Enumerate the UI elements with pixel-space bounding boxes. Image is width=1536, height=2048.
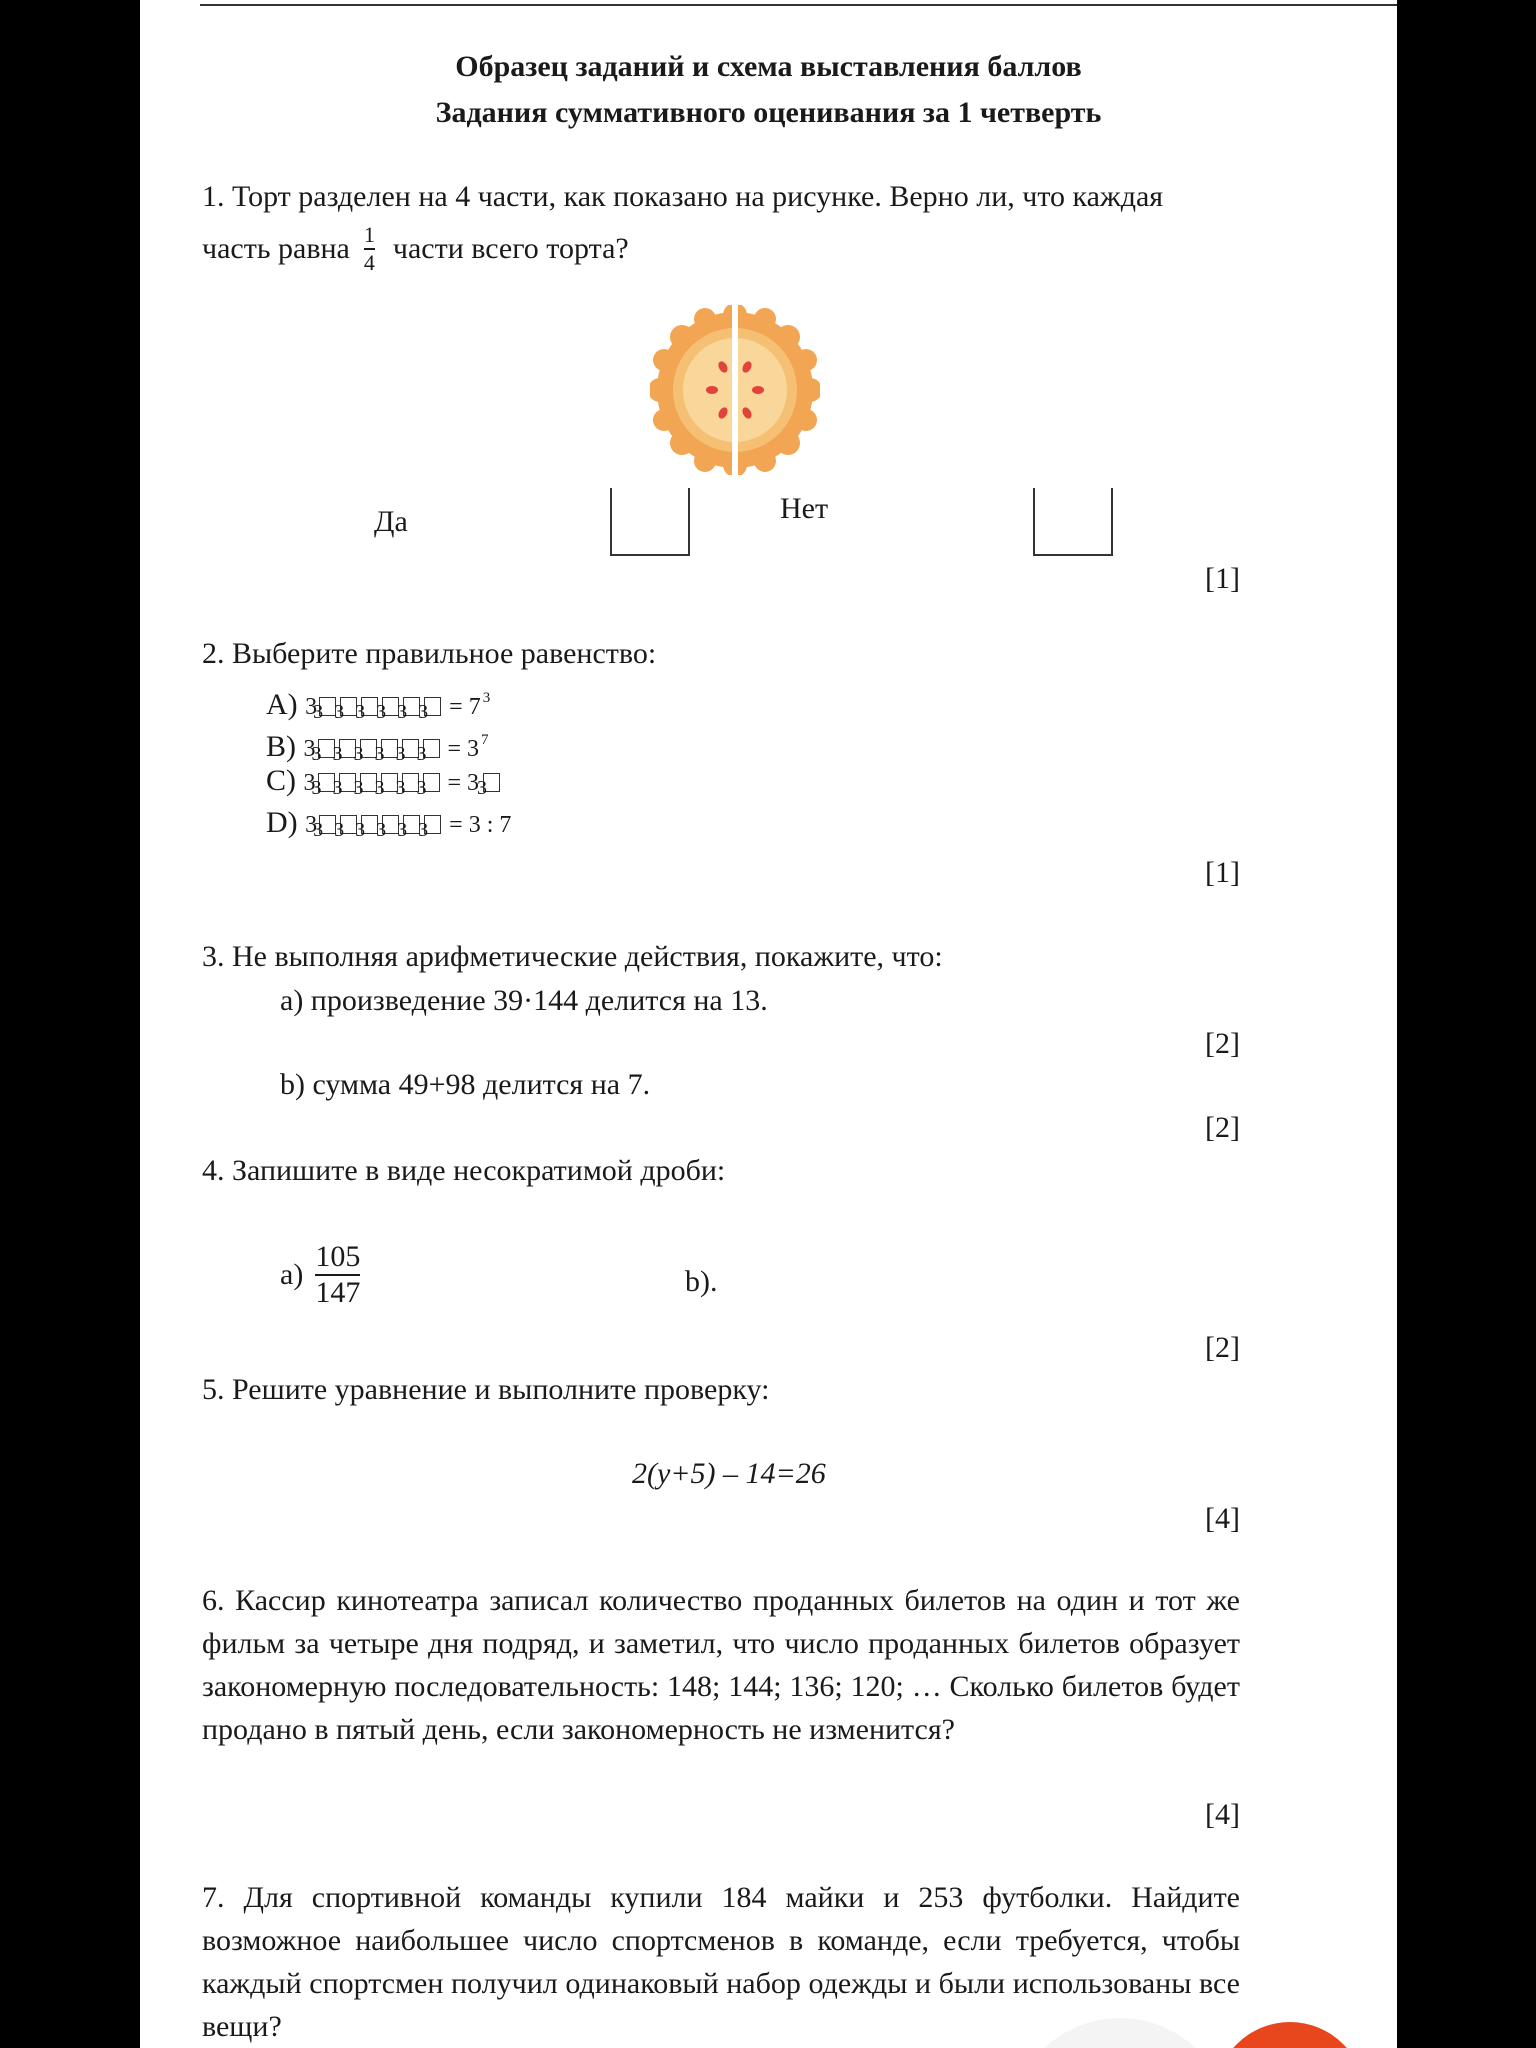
top-border <box>200 0 1397 6</box>
no-label: Нет <box>780 492 829 525</box>
q6-text: 6. Кассир кинотеатра записал количество проданных билетов на один и тот же фильм за четыре дня подряд, и заметил, что число проданных билетов образует закономерную последовательность: 148; 144; 136; 120; … Сколько билетов будет продано в пятый день, если закономерность не изменится? <box>202 1584 1240 1746</box>
document-title: Образец заданий и схема выставления баллов <box>455 50 1082 83</box>
q5-title: 5. Решите уравнение и выполните проверку: <box>202 1373 770 1406</box>
unknown-glyph <box>483 773 500 792</box>
q1-prefix: часть равна <box>202 232 350 265</box>
q4-part-a: а) $\frac{105}{147}$ <box>280 1240 361 1309</box>
q7-text: 7. Для спортивной команды купили 184 майки и 253 футболки. Найдите возможное наибольшее число спортсменов в команде, если требуется, чтобы каждый спортсмен получил одинаковый набор одежды и были использованы все вещи? <box>202 1881 1240 2043</box>
q2-option-c[interactable]: C) 3333333 = 33 <box>266 764 502 800</box>
q3-part-b: b) сумма 49+98 делится на 7. <box>280 1068 651 1101</box>
q1-line2 <box>202 222 629 276</box>
q1-suffix: части всего торта? <box>392 232 629 265</box>
yes-checkbox[interactable] <box>610 488 690 556</box>
q2-title: 2. Выберите правильное равенство: <box>202 637 657 670</box>
document-subtitle: Задания суммативного оценивания за 1 четверть <box>435 96 1102 129</box>
q5-score: [4] <box>1205 1502 1240 1535</box>
q1-frac-num: 1 <box>363 222 375 247</box>
q2-score: [1] <box>1205 856 1240 889</box>
q2-option-d[interactable]: D) 3333333 = 3 : 7 <box>266 806 511 842</box>
q3-score-a: [2] <box>1205 1027 1240 1060</box>
q2-option-a[interactable]: A) 3333333 = 7 $^3$ <box>266 681 490 724</box>
q4-part-b: b). <box>685 1265 718 1298</box>
q5-equation: 2(y+5) – 14=26 <box>632 1457 826 1490</box>
q3-title: 3. Не выполняя арифметические действия, покажите, что: <box>202 940 943 973</box>
q1-score: [1] <box>1205 562 1240 595</box>
document-page <box>140 0 1397 2048</box>
q1-fraction <box>364 222 375 276</box>
q3-score-b: [2] <box>1205 1111 1240 1144</box>
q1-line1: 1. Торт разделен на 4 части, как показано на рисунке. Верно ли, что каждая <box>202 180 1164 213</box>
pie-image <box>650 305 820 475</box>
q1-frac-den: 4 <box>363 250 375 275</box>
q6-score: [4] <box>1205 1798 1240 1831</box>
pie-cut-vertical <box>732 305 738 475</box>
q4-score: [2] <box>1205 1331 1240 1364</box>
q3-part-a: а) произведение 39·144 делится на 13. <box>280 984 768 1017</box>
q2-option-b[interactable]: B) 3333333 = 3 $^7$ <box>266 723 489 766</box>
yes-label: Да <box>374 505 408 538</box>
no-checkbox[interactable] <box>1033 488 1113 556</box>
q4-title: 4. Запишите в виде несократимой дроби: <box>202 1154 726 1187</box>
q4-fraction: $\frac{105}{147}$ <box>315 1240 361 1309</box>
